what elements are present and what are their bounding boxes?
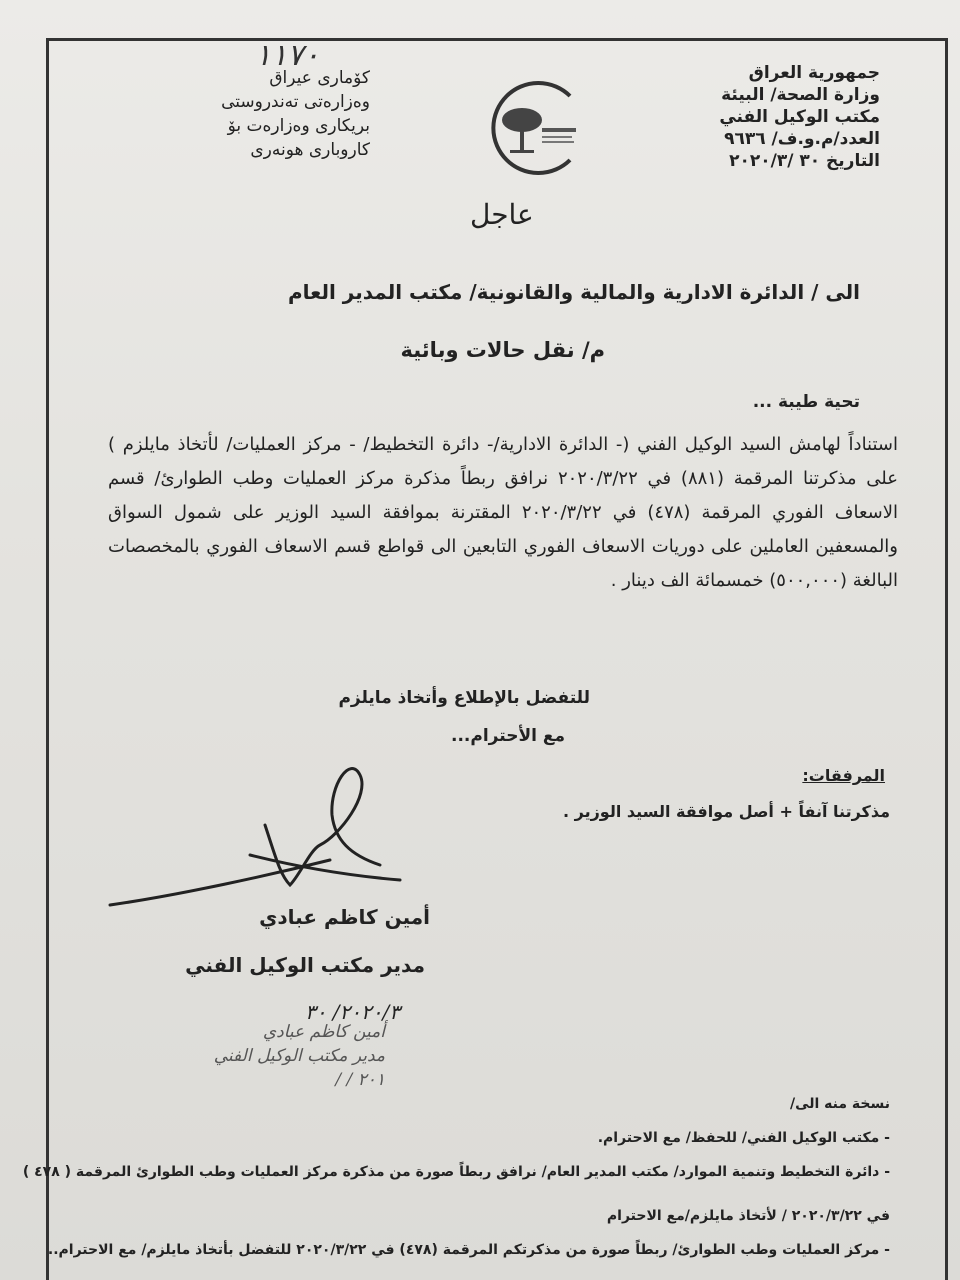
header-line: وەزارەتی تەندروستی: [221, 92, 370, 112]
copy-to-item: - مركز العمليات وطب الطوارئ/ ربطاً صورة من مذكرتكم المرقمة (٤٧٨) في ٢٠٢٠/٣/٢٢ للتفضل بأتخاذ مايلزم/ مع الاحترام..: [47, 1242, 890, 1258]
kurdish-header: [150, 66, 370, 162]
attachments-title: المرفقات:: [802, 766, 885, 785]
closing-request: للتفضل بالإطلاع وأتخاذ مايلزم: [338, 688, 590, 708]
official-stamp: [214, 1020, 385, 1092]
stamp-line: مدير مكتب الوكيل الفني: [213, 1046, 385, 1066]
copy-to-title: نسخة منه الى/: [789, 1096, 890, 1112]
handwritten-number: ١١٧٠: [255, 38, 320, 73]
signatory-title: مدير مكتب الوكيل الفني: [185, 953, 425, 977]
header-line: العدد/م.و.ف/ ٩٦٣٦: [724, 129, 880, 149]
stamp-line: ٢٠١ / /: [335, 1070, 385, 1090]
ministry-header: [650, 62, 880, 172]
recipient-line: الى / الدائرة الادارية والمالية والقانونية/ مكتب المدير العام: [288, 280, 860, 304]
subject-line: م/ نقل حالات وبائية: [400, 338, 605, 362]
signature-date: ٢٠٢٠/٣/ ٣٠: [304, 1000, 400, 1024]
attachments-list: مذكرتنا آنفاً + أصل موافقة السيد الوزير .: [562, 802, 890, 821]
copy-to-item: في ٢٠٢٠/٣/٢٢ / لأتخاذ مايلزم/مع الاحترام: [606, 1208, 890, 1224]
header-line: جمهورية العراق: [748, 63, 880, 83]
header-line: التاريخ ٣٠ /٢٠٢٠/٣: [729, 151, 880, 171]
stamp-line: أمين كاظم عبادي: [262, 1022, 385, 1042]
header-line: کاروباری هونەری: [250, 140, 370, 160]
urgent-label: عاجل: [470, 198, 534, 231]
greeting: تحية طيبة ...: [752, 392, 860, 412]
header-line: وزارة الصحة/ البيئة: [721, 85, 880, 105]
copy-to-item: - مكتب الوكيل الفني/ للحفظ/ مع الاحترام.: [597, 1130, 890, 1146]
ministry-logo-icon: [470, 78, 600, 178]
signatory-name: أمين كاظم عبادي: [259, 905, 430, 929]
copy-to-item: - دائرة التخطيط وتنمية الموارد/ مكتب المدير العام/ نرافق ربطاً صورة من مذكرة مركز العمليات وطب الطوارئ المرقمة ( ٤٧٨ ): [22, 1164, 890, 1180]
header-line: بریکاری وەزارەت بۆ: [227, 116, 370, 136]
letter-body: استناداً لهامش السيد الوكيل الفني (- الدائرة الادارية/- دائرة التخطيط/ - مركز العمليات/ لأتخاذ مايلزم ) على مذكرتنا المرقمة (٨٨١) في ٢٠٢٠/٣/٢٢ نرافق ربطاً مذكرة مركز العمليات وطب الطوارئ/ قسم الاسعاف الفوري المرقمة (٤٧٨) في ٢٠٢٠/٣/٢٢ المقترنة بموافقة السيد الوزير على شمول السواق والمسعفين العاملين على دوريات الاسعاف الفوري التابعين الى قواطع قسم الاسعاف الفوري بالمخصصات البالغة (٥٠٠,٠٠٠) خمسمائة الف دينار .: [108, 434, 899, 591]
header-line: كۆماری عیراق: [269, 68, 370, 88]
header-line: مكتب الوكيل الفني: [719, 107, 880, 127]
signature-icon: [100, 755, 430, 915]
closing-regards: مع الأحترام...: [451, 726, 565, 746]
